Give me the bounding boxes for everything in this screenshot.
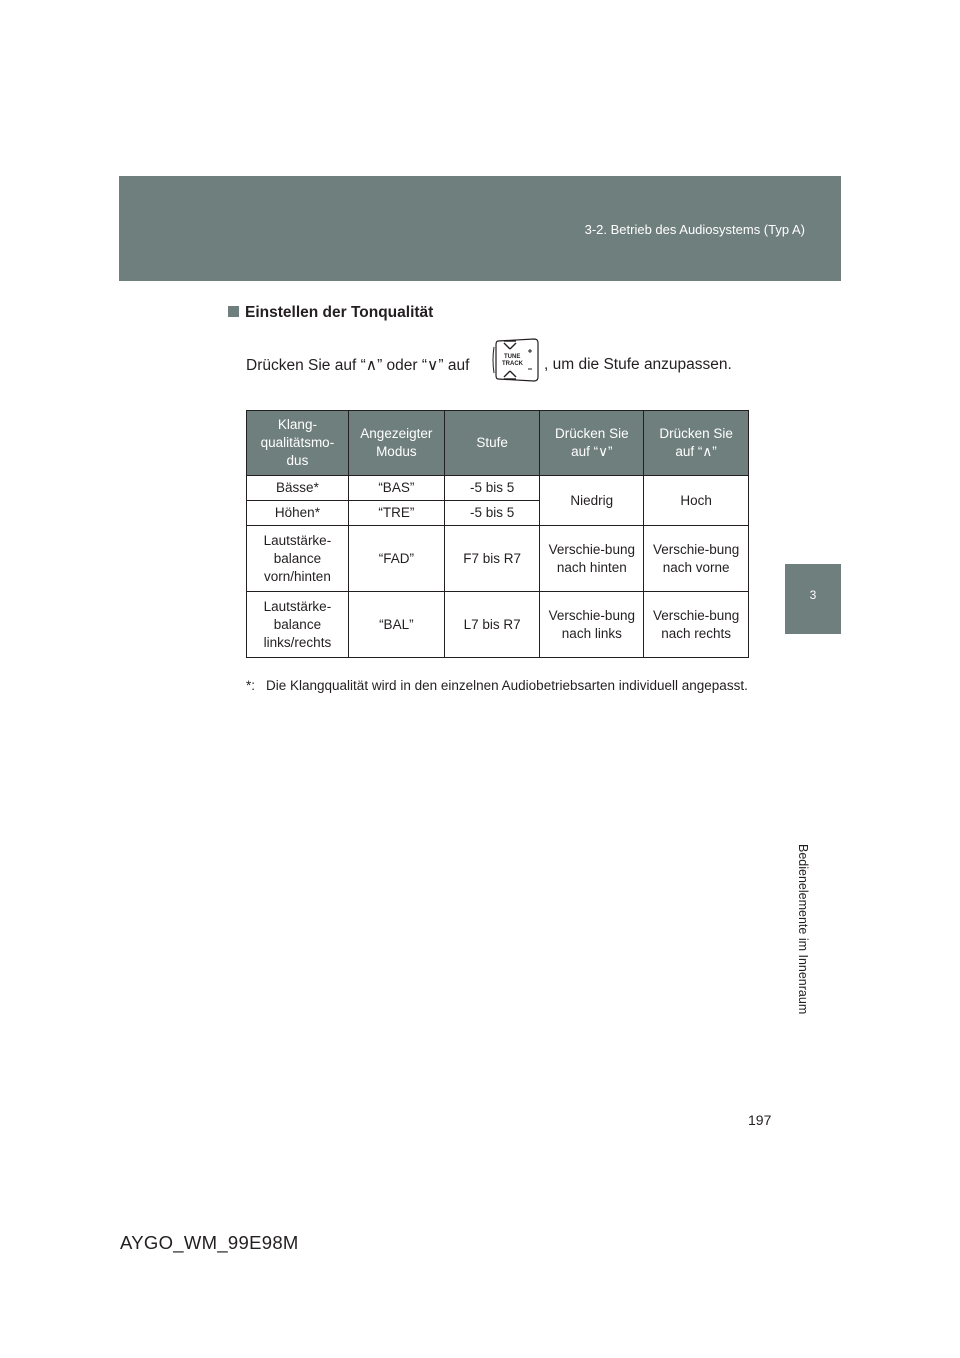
table-row bbox=[247, 592, 749, 658]
track-label: TRACK bbox=[502, 361, 523, 367]
table-cell: Lautstärke-balance vorn/hinten bbox=[247, 526, 349, 592]
header-cell: Angezeigter Modus bbox=[348, 411, 444, 476]
footnote-mark: *: bbox=[246, 678, 256, 693]
section-title: 3-2. Betrieb des Audiosystems (Typ A) bbox=[584, 222, 805, 237]
header-cell: Drücken Sie auf “∧” bbox=[644, 411, 749, 476]
table-cell: Höhen* bbox=[247, 501, 349, 526]
table-row bbox=[247, 526, 749, 592]
table-cell: Verschie-bung nach rechts bbox=[644, 592, 749, 658]
header-cell: Klang-qualitätsmo-dus bbox=[247, 411, 349, 476]
tune-label: TUNE bbox=[504, 354, 521, 360]
tone-settings-table bbox=[246, 410, 749, 658]
table-cell: Verschie-bung nach links bbox=[540, 592, 644, 658]
table-cell: Lautstärke-balance links/rechts bbox=[247, 592, 349, 658]
table-cell: “BAS” bbox=[348, 476, 444, 501]
table-cell: “BAL” bbox=[348, 592, 444, 658]
page-number: 197 bbox=[748, 1112, 772, 1128]
footnote-text: Die Klangqualität wird in den einzelnen Audiobetriebsarten individuell angepasst. bbox=[266, 678, 748, 693]
table-cell: -5 bis 5 bbox=[444, 501, 540, 526]
table-cell: Verschie-bung nach hinten bbox=[540, 526, 644, 592]
document-code: AYGO_WM_99E98M bbox=[120, 1232, 299, 1253]
table-cell: Hoch bbox=[644, 476, 749, 526]
table-cell: Verschie-bung nach vorne bbox=[644, 526, 749, 592]
table-row bbox=[247, 476, 749, 501]
table-cell: L7 bis R7 bbox=[444, 592, 540, 658]
table-cell: F7 bis R7 bbox=[444, 526, 540, 592]
header-cell: Drücken Sie auf “∨” bbox=[540, 411, 644, 476]
section-heading bbox=[228, 304, 433, 322]
section-heading-text: Einstellen der Tonqualität bbox=[245, 304, 434, 321]
tune-track-button-icon bbox=[492, 337, 540, 383]
table-cell: Bässe* bbox=[247, 476, 349, 501]
chapter-label: Bedienelemente im Innenraum bbox=[796, 844, 810, 1015]
header-band bbox=[119, 176, 841, 281]
chapter-tab bbox=[785, 564, 841, 634]
chapter-number: 3 bbox=[809, 588, 817, 602]
instruction-text-after: , um die Stufe anzupassen. bbox=[544, 356, 732, 373]
table-cell: “TRE” bbox=[348, 501, 444, 526]
footnote bbox=[246, 676, 749, 695]
table-cell: “FAD” bbox=[348, 526, 444, 592]
table-header-row bbox=[247, 411, 749, 476]
instruction-text: Drücken Sie auf “∧” oder “∨” auf bbox=[246, 357, 470, 374]
header-cell: Stufe bbox=[444, 411, 540, 476]
table-cell: Niedrig bbox=[540, 476, 644, 526]
square-bullet-icon bbox=[228, 306, 239, 317]
table-cell: -5 bis 5 bbox=[444, 476, 540, 501]
